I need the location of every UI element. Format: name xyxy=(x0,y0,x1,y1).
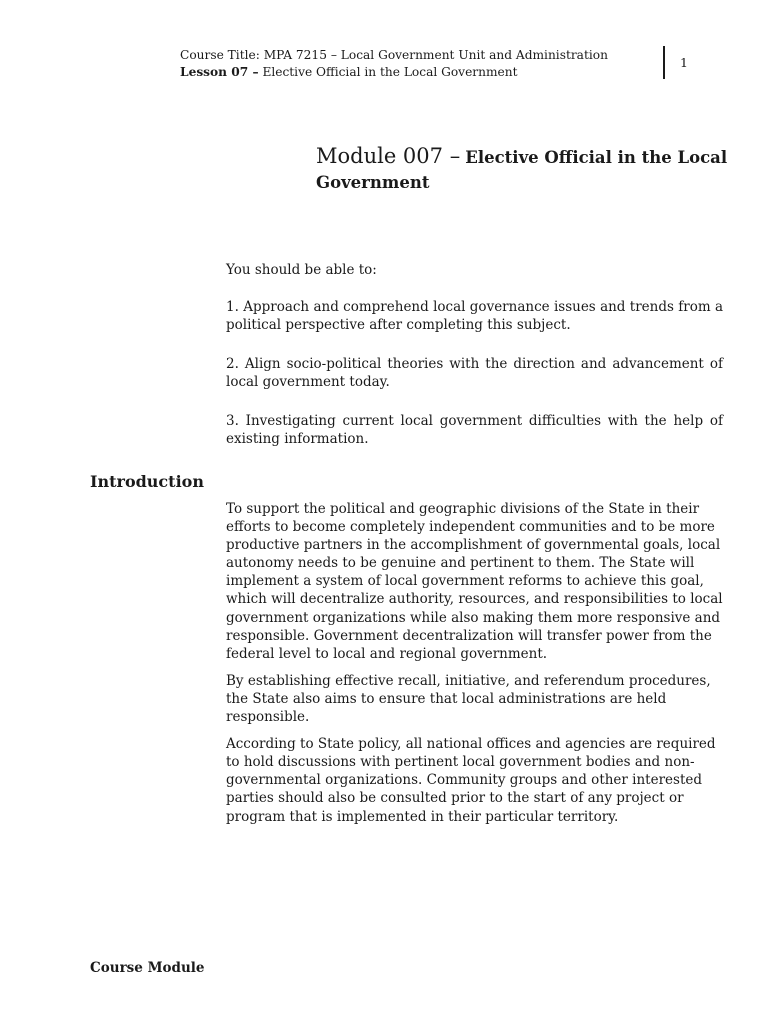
objective-item: 3. Investigating current local government difficulties with the help of existing information. xyxy=(226,413,723,447)
page-number: 1 xyxy=(680,55,688,70)
module-title xyxy=(316,144,736,195)
learning-objectives xyxy=(226,261,723,469)
course-title: Course Title: MPA 7215 – Local Government Unit and Administration xyxy=(180,48,608,62)
introduction-heading: Introduction xyxy=(90,472,204,491)
page-header xyxy=(180,47,608,81)
introduction-paragraph: According to State policy, all national offices and agencies are required to hold discussions with pertinent local government bodies and non-governmental organizations. Community groups and other interested parties should also be consulted prior to the start of any project or program that is implemented in their particular territory. xyxy=(226,736,716,825)
objective-item: 2. Align socio-political theories with the direction and advancement of local government today. xyxy=(226,356,723,390)
lesson-title: Elective Official in the Local Government xyxy=(258,65,518,79)
introduction-paragraph: To support the political and geographic divisions of the State in their efforts to become completely independent communities and to be more productive partners in the accomplishment of governmental goals, local autonomy needs to be genuine and pertinent to them. The State will implement a system of local government reforms to achieve this goal, which will decentralize authority, resources, and responsibilities to local government organizations while also making them more responsive and responsible. Government decentralization will transfer power from the federal level to local and regional government. xyxy=(226,501,723,662)
introduction-body xyxy=(226,500,723,835)
lesson-line xyxy=(180,64,608,81)
header-divider xyxy=(663,46,665,79)
objectives-intro: You should be able to: xyxy=(226,262,377,278)
objective-item: 1. Approach and comprehend local governance issues and trends from a political perspective after completing this subject. xyxy=(226,299,723,333)
introduction-paragraph: By establishing effective recall, initiative, and referendum procedures, the State also aims to ensure that local administrations are held responsible. xyxy=(226,672,711,726)
footer-label: Course Module xyxy=(90,960,205,976)
module-subtitle: Elective Official in the Local Government xyxy=(316,148,728,192)
module-number: Module 007 – xyxy=(316,144,461,168)
lesson-label: Lesson 07 – xyxy=(180,65,259,79)
